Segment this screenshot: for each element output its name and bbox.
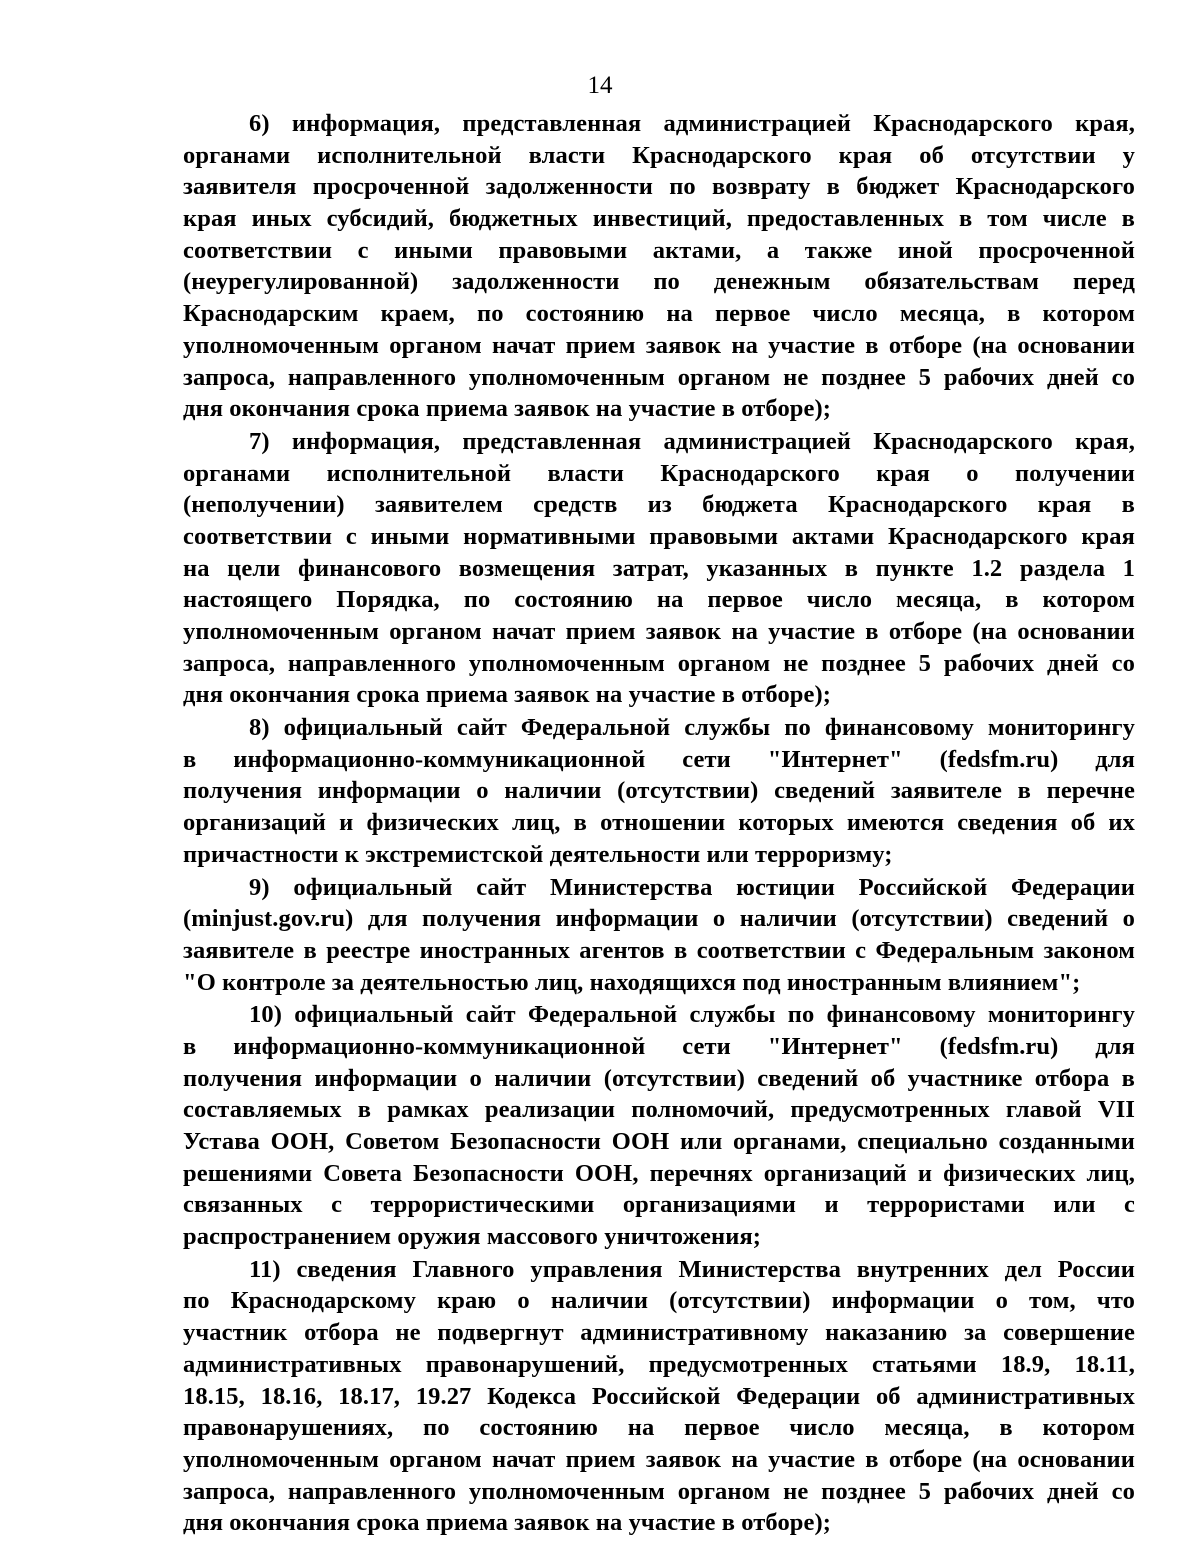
text-line: соответствии с иными правовыми актами, а также иной просроченной: [183, 236, 1135, 264]
text-line: правонарушениях, по состоянию на первое число месяца, в котором: [183, 1414, 1135, 1442]
text-line: 11) сведения Главного управления Министерства внутренних дел России: [249, 1255, 1135, 1283]
text-line: края иных субсидий, бюджетных инвестиций, предоставленных в том числе в: [183, 205, 1135, 233]
text-line: участник отбора не подвергнут административному наказанию за совершение: [183, 1319, 1135, 1347]
text-line: дня окончания срока приема заявок на участие в отборе);: [183, 1509, 832, 1537]
paragraph-item-10: [183, 999, 1135, 1253]
document-body: [183, 108, 1135, 1539]
text-line: запроса, направленного уполномоченным органом не позднее 5 рабочих дней со: [183, 1477, 1135, 1505]
text-line: по Краснодарскому краю о наличии (отсутствии) информации о том, что: [183, 1287, 1135, 1315]
text-line: органами исполнительной власти Краснодарского края о получении: [183, 459, 1135, 487]
text-line: уполномоченным органом начат прием заявок на участие в отборе (на основании: [183, 331, 1135, 359]
text-line: дня окончания срока приема заявок на участие в отборе);: [183, 395, 832, 423]
text-line: получения информации о наличии (отсутствии) сведений заявителе в перечне: [183, 777, 1135, 805]
text-line: (неурегулированной) задолженности по денежным обязательствам перед: [183, 268, 1135, 296]
text-line: 7) информация, представленная администрацией Краснодарского края,: [249, 427, 1135, 455]
text-line: "О контроле за деятельностью лиц, находящихся под иностранным влиянием";: [183, 968, 1081, 996]
text-line: 8) официальный сайт Федеральной службы по финансовому мониторингу: [249, 714, 1135, 742]
text-line: на цели финансового возмещения затрат, указанных в пункте 1.2 раздела 1: [183, 554, 1135, 582]
text-line: распространением оружия массового уничтожения;: [183, 1223, 762, 1251]
text-line: составляемых в рамках реализации полномочий, предусмотренных главой VII: [183, 1096, 1135, 1124]
paragraph-item-8: [183, 712, 1135, 870]
paragraph-item-6: [183, 108, 1135, 425]
text-line: уполномоченным органом начат прием заявок на участие в отборе (на основании: [183, 1445, 1135, 1473]
paragraph-item-11: [183, 1254, 1135, 1539]
text-line: 9) официальный сайт Министерства юстиции Российской Федерации: [249, 873, 1135, 901]
text-line: соответствии с иными нормативными правовыми актами Краснодарского края: [183, 522, 1135, 550]
text-line: заявителя просроченной задолженности по возврату в бюджет Краснодарского: [183, 173, 1135, 201]
text-line: связанных с террористическими организациями и террористами или с: [183, 1191, 1135, 1219]
text-line: настоящего Порядка, по состоянию на первое число месяца, в котором: [183, 586, 1135, 614]
text-line: уполномоченным органом начат прием заявок на участие в отборе (на основании: [183, 618, 1135, 645]
page-number: 14: [587, 72, 613, 99]
text-line: получения информации о наличии (отсутствии) сведений об участнике отбора в: [183, 1064, 1135, 1092]
text-line: запроса, направленного уполномоченным органом не позднее 5 рабочих дней со: [183, 363, 1135, 391]
text-line: 10) официальный сайт Федеральной службы по финансовому мониторингу: [249, 1001, 1135, 1029]
text-line: в информационно-коммуникационной сети "Интернет" (fedsfm.ru) для: [183, 1032, 1135, 1060]
text-line: запроса, направленного уполномоченным органом не позднее 5 рабочих дней со: [183, 649, 1135, 677]
text-line: Устава ООН, Советом Безопасности ООН или органами, специально созданными: [183, 1128, 1135, 1155]
text-line: органами исполнительной власти Краснодарского края об отсутствии у: [183, 141, 1135, 169]
text-line: (minjust.gov.ru) для получения информации о наличии (отсутствии) сведений о: [183, 905, 1135, 933]
text-line: в информационно-коммуникационной сети "Интернет" (fedsfm.ru) для: [183, 745, 1135, 773]
text-line: дня окончания срока приема заявок на участие в отборе);: [183, 681, 832, 709]
text-line: Краснодарским краем, по состоянию на первое число месяца, в котором: [183, 300, 1135, 328]
text-line: причастности к экстремистской деятельности или терроризму;: [183, 840, 893, 868]
text-line: заявителе в реестре иностранных агентов в соответствии с Федеральным законом: [183, 936, 1135, 964]
text-line: (неполучении) заявителем средств из бюджета Краснодарского края в: [183, 491, 1135, 519]
text-line: решениями Совета Безопасности ООН, перечнях организаций и физических лиц,: [183, 1159, 1135, 1187]
text-line: административных правонарушений, предусмотренных статьями 18.9, 18.11,: [183, 1350, 1135, 1378]
paragraph-item-7: [183, 426, 1135, 711]
paragraph-item-9: [183, 872, 1135, 999]
text-line: 6) информация, представленная администрацией Краснодарского края,: [249, 110, 1135, 137]
text-line: 18.15, 18.16, 18.17, 19.27 Кодекса Российской Федерации об административных: [183, 1382, 1135, 1410]
text-line: организаций и физических лиц, в отношении которых имеются сведения об их: [183, 809, 1135, 837]
